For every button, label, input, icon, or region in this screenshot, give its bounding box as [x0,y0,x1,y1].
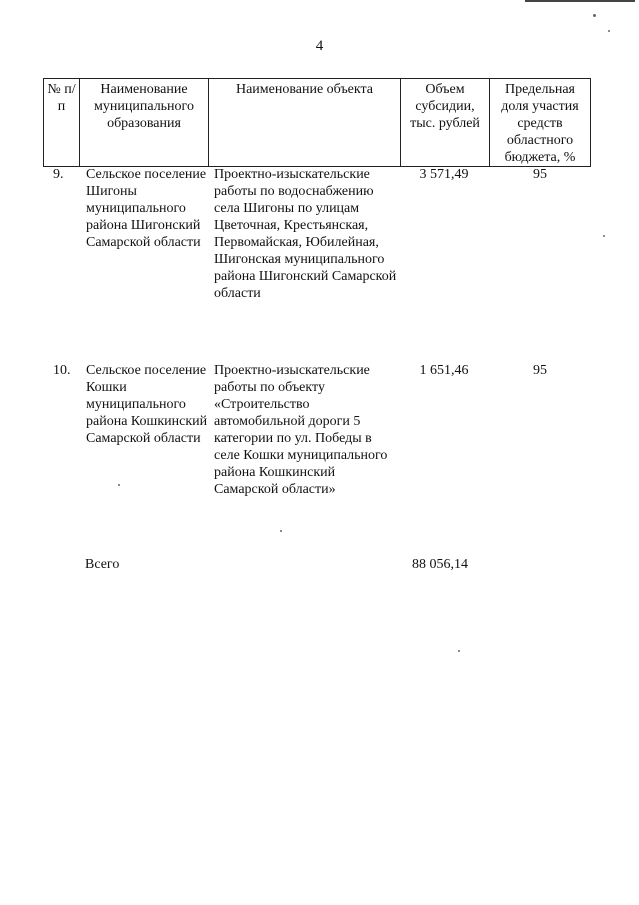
scan-speck [118,484,120,486]
page-number: 4 [315,38,324,54]
row-9-municipality: Сельское поселение Шигоны муниципального района Шигонский Самарской области [86,167,207,250]
total-label: Всего [85,557,120,572]
row-10-number: 10. [53,363,71,378]
row-9-object: Проектно-изыскательские работы по водоснабжению села Шигоны по улицам Цветочная, Крестьянская, Первомайская, Юбилейная, Шигонская муниципального района Шигонский Самарской области [214,167,397,301]
scan-speck [593,14,596,17]
header-row [44,79,591,167]
header-cell-share: Предельная доля участия средств областного бюджета, % [490,79,591,167]
row-9-share: 95 [533,167,547,182]
header-cell-municipality: Наименование муниципального образования [80,79,209,167]
header-cell-amount: Объем субсидии, тыс. рублей [401,79,490,167]
scan-speck [608,30,610,32]
header-cell-object: Наименование объекта [209,79,401,167]
scan-speck [603,235,605,237]
row-10-municipality: Сельское поселение Кошки муниципального района Кошкинский Самарской области [86,363,208,446]
header-cell-number: № п/п [44,79,80,167]
scan-speck [280,530,282,532]
row-9-amount: 3 571,49 [419,167,469,182]
row-10-object: Проектно-изыскательские работы по объекту «Строительство автомобильной дороги 5 категории по ул. Победы в селе Кошки муниципального района Кошкинский Самарской области» [214,363,388,497]
scan-speck [458,650,460,652]
row-9-number: 9. [53,167,64,182]
row-10-amount: 1 651,46 [419,363,469,378]
table-header [43,78,591,167]
scan-edge-mark [525,0,635,2]
row-10-share: 95 [533,363,547,378]
total-amount: 88 056,14 [412,557,468,572]
